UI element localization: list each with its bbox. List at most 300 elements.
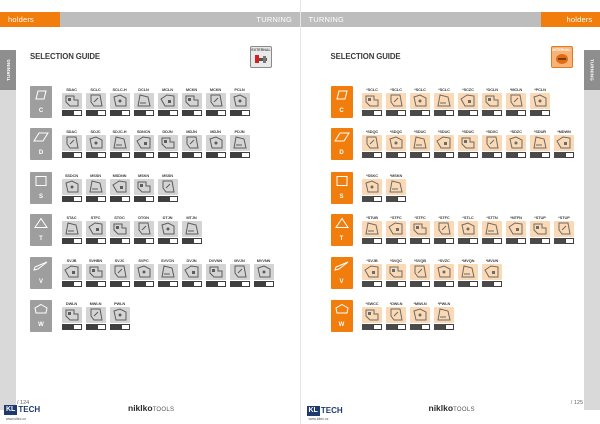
tool-holder-icon [434, 307, 454, 323]
right-shape-letter: V [339, 279, 344, 285]
tool-holder-icon [410, 264, 430, 280]
page-reference-badge [482, 152, 502, 158]
page-reference-badge [134, 110, 154, 116]
left-tool-holder[interactable] [181, 257, 202, 287]
right-tool-holder[interactable] [458, 257, 479, 287]
left-insert-row-S [30, 172, 178, 208]
left-tool-code: SVPC [138, 258, 149, 263]
page-reference-badge [86, 152, 106, 158]
left-insert-shape-W[interactable] [30, 300, 52, 332]
left-tool-holder[interactable] [109, 257, 130, 287]
left-tool-holder[interactable] [181, 86, 202, 116]
page-reference-badge [530, 238, 550, 244]
left-tool-holder[interactable] [109, 128, 130, 158]
insert-shape-c-icon [334, 88, 350, 106]
right-insert-row-D [331, 128, 575, 164]
tool-holder-icon [530, 221, 550, 237]
right-tool-holder[interactable] [506, 128, 527, 158]
right-tool-code: *STFC [438, 215, 450, 220]
right-tool-code: *MWLN [413, 301, 427, 306]
left-shape-letter: V [38, 279, 43, 285]
left-tool-code: DCLN [138, 87, 149, 92]
right-tool-code: *MTFN [510, 215, 522, 220]
left-tool-holder[interactable] [85, 172, 106, 202]
page-reference-badge [386, 238, 406, 244]
page-reference-badge [362, 324, 382, 330]
tool-holder-icon [62, 264, 82, 280]
page-reference-badge [86, 281, 106, 287]
page-reference-badge [434, 281, 454, 287]
page-reference-badge [134, 238, 154, 244]
right-tool-holder[interactable] [386, 300, 407, 330]
right-tool-holder[interactable] [410, 300, 431, 330]
tool-holder-icon [362, 264, 382, 280]
left-tool-holder[interactable] [157, 257, 178, 287]
tool-holder-icon [554, 221, 574, 237]
right-tool-holder[interactable] [386, 128, 407, 158]
right-internal-legend [551, 46, 573, 68]
tool-holder-icon [362, 93, 382, 109]
tool-holder-icon [482, 264, 502, 280]
left-tool-holder[interactable] [253, 257, 274, 287]
right-tool-holder[interactable] [362, 172, 383, 202]
page-reference-badge [230, 152, 250, 158]
page-reference-badge [458, 152, 478, 158]
page-reference-badge [410, 152, 430, 158]
insert-shape-v-icon [33, 259, 49, 277]
left-insert-shape-V[interactable] [30, 257, 52, 289]
left-tool-holder[interactable] [133, 128, 154, 158]
page-reference-badge [482, 110, 502, 116]
right-tool-code: *SCZC [462, 87, 474, 92]
page-reference-badge [362, 281, 382, 287]
page-reference-badge [410, 324, 430, 330]
right-tool-code: *SVJB [366, 258, 378, 263]
left-tool-holder[interactable] [109, 214, 130, 244]
page-reference-badge [134, 196, 154, 202]
tool-holder-icon [530, 93, 550, 109]
left-tool-holder[interactable] [133, 172, 154, 202]
right-shape-letter: T [339, 236, 344, 242]
left-tool-code: SCLC-H [112, 87, 127, 92]
right-tool-code: *STLC [462, 215, 474, 220]
page-reference-badge [362, 238, 382, 244]
right-tool-holder[interactable] [530, 128, 551, 158]
right-tool-holder[interactable] [530, 86, 551, 116]
right-tool-holder[interactable] [482, 128, 503, 158]
internal-holder-icon [555, 53, 569, 65]
tool-holder-icon [158, 264, 178, 280]
left-tool-holder[interactable] [205, 257, 226, 287]
tool-holder-icon [506, 135, 526, 151]
page-reference-badge [182, 238, 202, 244]
left-side-tab-5[interactable] [0, 250, 16, 290]
tool-holder-icon [134, 93, 154, 109]
page-reference-badge [86, 110, 106, 116]
left-external-legend [250, 46, 272, 68]
tool-holder-icon [110, 264, 130, 280]
left-tool-code: SDJC [90, 129, 101, 134]
page-reference-badge [158, 196, 178, 202]
left-shape-letter: S [38, 194, 43, 200]
left-company-url[interactable]: www.kltec.cz [6, 417, 27, 421]
left-tool-holder[interactable] [61, 257, 82, 287]
right-shape-letter: W [338, 322, 345, 328]
right-tool-holder[interactable] [386, 86, 407, 116]
right-tool-code: *SDQC [389, 129, 403, 134]
right-insert-shape-S[interactable] [331, 172, 353, 204]
left-tool-holder[interactable] [85, 300, 106, 330]
tool-holder-icon [158, 93, 178, 109]
right-tool-holder[interactable] [362, 257, 383, 287]
left-tool-code: MSSN [90, 173, 101, 178]
right-page-number: / 125 [570, 400, 583, 406]
left-insert-row-W [30, 300, 130, 336]
right-tool-holder[interactable] [482, 86, 503, 116]
right-tool-code: *SWCC [365, 301, 379, 306]
left-insert-shape-T[interactable] [30, 214, 52, 246]
left-tool-holder[interactable] [85, 86, 106, 116]
tool-holder-icon [530, 135, 550, 151]
left-tool-holder[interactable] [229, 128, 250, 158]
page-reference-badge [206, 152, 226, 158]
right-tool-code: *SDUC [413, 129, 427, 134]
left-side-tab-6[interactable] [0, 290, 16, 330]
tool-holder-icon [482, 93, 502, 109]
tool-holder-icon [86, 307, 106, 323]
right-insert-shape-D[interactable] [331, 128, 353, 160]
right-legend-label: INTERNAL [552, 48, 571, 52]
page-reference-badge [554, 152, 574, 158]
left-tool-holder[interactable] [157, 172, 178, 202]
right-insert-shape-C[interactable] [331, 86, 353, 118]
right-tool-code: *SVQB [413, 258, 427, 263]
insert-shape-s-icon [334, 174, 350, 192]
right-shape-letter: C [339, 108, 344, 114]
left-tool-holder[interactable] [61, 86, 82, 116]
right-insert-shape-T[interactable] [331, 214, 353, 246]
page-reference-badge [458, 281, 478, 287]
page-reference-badge [554, 238, 574, 244]
left-tool-list [61, 86, 250, 116]
left-header-section: holders [0, 12, 60, 27]
page-reference-badge [158, 238, 178, 244]
right-tool-holder[interactable] [410, 214, 431, 244]
page-reference-badge [62, 281, 82, 287]
insert-shape-c-icon [33, 88, 49, 106]
right-tool-holder[interactable] [458, 128, 479, 158]
external-holder-icon [254, 53, 268, 65]
right-side-tab-0[interactable]: TURNING [584, 50, 600, 90]
left-tool-code: SDAC [66, 129, 77, 134]
tool-holder-icon [62, 307, 82, 323]
page-reference-badge [482, 281, 502, 287]
right-tool-list [362, 300, 455, 330]
right-brand-logo: niklkoTOOLS [428, 403, 475, 413]
left-tool-code: SVJC [114, 258, 125, 263]
right-tool-code: *MSKN [389, 173, 403, 178]
left-tool-holder[interactable] [61, 172, 82, 202]
page-reference-badge [506, 238, 526, 244]
tool-holder-icon [86, 179, 106, 195]
page-reference-badge [434, 324, 454, 330]
left-tool-holder[interactable] [85, 128, 106, 158]
left-shape-letter: T [39, 236, 43, 242]
left-tool-holder[interactable] [85, 257, 106, 287]
left-tool-holder[interactable] [181, 128, 202, 158]
left-tool-holder[interactable] [181, 214, 202, 244]
left-tool-code: STGC [114, 215, 125, 220]
right-tool-code: *MDWN [557, 129, 571, 134]
left-side-tab-2[interactable] [0, 130, 16, 170]
tool-holder-icon [134, 179, 154, 195]
left-tool-code: SDAC [66, 87, 77, 92]
right-side-tab-8[interactable] [584, 370, 600, 410]
right-tool-holder[interactable] [554, 214, 575, 244]
right-tool-list [362, 257, 503, 287]
tool-holder-icon [362, 135, 382, 151]
right-tool-code: *STFC [414, 215, 426, 220]
right-side-tab-4[interactable] [584, 210, 600, 250]
right-tool-code: *PCLN [534, 87, 546, 92]
tool-holder-icon [182, 135, 202, 151]
tool-holder-icon [110, 135, 130, 151]
tool-holder-icon [86, 264, 106, 280]
right-side-tab-3[interactable] [584, 170, 600, 210]
tool-holder-icon [434, 135, 454, 151]
left-insert-shape-C[interactable] [30, 86, 52, 118]
right-insert-shape-V[interactable] [331, 257, 353, 289]
right-tool-holder[interactable] [506, 214, 527, 244]
right-tool-code: *SDUR [533, 129, 547, 134]
right-tool-holder[interactable] [362, 128, 383, 158]
left-tool-list [61, 300, 130, 330]
left-tool-holder[interactable] [229, 86, 250, 116]
tool-holder-icon [182, 264, 202, 280]
left-brand-logo: niklkoTOOLS [128, 403, 175, 413]
right-tool-list [362, 214, 575, 244]
right-tool-holder[interactable] [458, 214, 479, 244]
left-tool-code: SSDCN [64, 173, 79, 178]
tool-holder-icon [458, 264, 478, 280]
tool-holder-icon [482, 135, 502, 151]
right-tool-holder[interactable] [434, 257, 455, 287]
page-reference-badge [386, 110, 406, 116]
tool-holder-icon [134, 221, 154, 237]
right-tool-holder[interactable] [434, 128, 455, 158]
tool-holder-icon [158, 221, 178, 237]
tool-holder-icon [362, 179, 382, 195]
right-header-section: holders [541, 12, 600, 27]
right-tool-holder[interactable] [410, 257, 431, 287]
left-tool-holder[interactable] [85, 214, 106, 244]
right-tool-code: *SDUC [437, 129, 451, 134]
tool-holder-icon [206, 93, 226, 109]
right-tool-holder[interactable] [386, 257, 407, 287]
left-tool-holder[interactable] [157, 214, 178, 244]
right-tool-holder[interactable] [434, 86, 455, 116]
left-tool-holder[interactable] [133, 86, 154, 116]
tool-holder-icon [506, 221, 526, 237]
page-reference-badge [62, 324, 82, 330]
tool-holder-icon [458, 135, 478, 151]
right-tool-holder[interactable] [458, 86, 479, 116]
tool-holder-icon [62, 179, 82, 195]
right-tool-holder[interactable] [434, 214, 455, 244]
left-tool-holder[interactable] [133, 257, 154, 287]
page-reference-badge [506, 152, 526, 158]
left-tool-code: PDJN [234, 129, 245, 134]
left-side-tab-1[interactable] [0, 90, 16, 130]
left-tool-code: SDNCN [136, 129, 151, 134]
page-reference-badge [386, 196, 406, 202]
left-tool-holder[interactable] [109, 172, 130, 202]
page-reference-badge [158, 281, 178, 287]
tool-holder-icon [386, 135, 406, 151]
left-page-number: / 124 [17, 400, 30, 406]
page-reference-badge [434, 238, 454, 244]
insert-shape-t-icon [33, 216, 49, 234]
page-reference-badge [158, 152, 178, 158]
left-tool-code: DWLN [65, 301, 78, 306]
left-insert-row-V [30, 257, 274, 293]
tool-holder-icon [410, 221, 430, 237]
tool-holder-icon [230, 135, 250, 151]
left-insert-row-D [30, 128, 250, 164]
right-side-tab-2[interactable] [584, 130, 600, 170]
insert-shape-t-icon [334, 216, 350, 234]
tool-holder-icon [482, 221, 502, 237]
left-tool-code: MSSN [162, 173, 173, 178]
left-tool-holder[interactable] [61, 300, 82, 330]
page-reference-badge [62, 152, 82, 158]
left-tool-holder[interactable] [157, 86, 178, 116]
right-tool-code: *SCLC [366, 87, 378, 92]
right-company-url[interactable]: www.kltec.cz [308, 417, 329, 421]
left-side-tab-3[interactable] [0, 170, 16, 210]
page-reference-badge [458, 238, 478, 244]
right-insert-row-T [331, 214, 575, 250]
right-header-bar [301, 12, 600, 27]
page-reference-badge [62, 110, 82, 116]
right-tool-holder[interactable] [386, 214, 407, 244]
right-side-tab-6[interactable] [584, 290, 600, 330]
right-side-tab-1[interactable] [584, 90, 600, 130]
right-tool-code: *DCLN [486, 87, 498, 92]
left-tool-holder[interactable] [133, 214, 154, 244]
page-reference-badge [230, 281, 250, 287]
left-tool-holder[interactable] [229, 257, 250, 287]
right-tool-holder[interactable] [410, 128, 431, 158]
right-kl-tech-logo: KL TECH [308, 406, 343, 415]
left-tool-code: PCLN [234, 87, 245, 92]
right-tool-holder[interactable] [530, 214, 551, 244]
left-tool-holder[interactable] [205, 128, 226, 158]
left-tool-holder[interactable] [61, 214, 82, 244]
left-tool-code: STAC [66, 215, 77, 220]
left-tool-holder[interactable] [61, 128, 82, 158]
right-page-title: SELECTION GUIDE [330, 52, 401, 61]
tool-holder-icon [230, 264, 250, 280]
left-side-tab-4[interactable] [0, 210, 16, 250]
page-reference-badge [230, 110, 250, 116]
left-tool-code: SVJB [66, 258, 77, 263]
right-tool-holder[interactable] [506, 86, 527, 116]
page-reference-badge [134, 152, 154, 158]
right-tool-code: *STUP [534, 215, 546, 220]
left-side-tab-7[interactable] [0, 330, 16, 370]
left-insert-shape-D[interactable] [30, 128, 52, 160]
page-reference-badge [110, 110, 130, 116]
left-tool-code: MSKN [137, 173, 150, 178]
tool-holder-icon [506, 93, 526, 109]
insert-shape-d-icon [33, 130, 49, 148]
right-tool-code: *SDXC [486, 129, 498, 134]
left-tool-holder[interactable] [205, 86, 226, 116]
tool-holder-icon [362, 221, 382, 237]
insert-shape-d-icon [334, 130, 350, 148]
left-insert-shape-S[interactable] [30, 172, 52, 204]
left-tool-code: MWLN [89, 301, 102, 306]
left-side-tab-0[interactable]: TURNING [0, 50, 16, 90]
tool-holder-icon [62, 221, 82, 237]
tool-holder-icon [410, 135, 430, 151]
left-tool-code: DVJN [186, 258, 197, 263]
left-tool-holder[interactable] [109, 86, 130, 116]
tool-holder-icon [434, 93, 454, 109]
left-page-title: SELECTION GUIDE [30, 52, 100, 61]
page-reference-badge [506, 110, 526, 116]
right-tool-code: *STTN [486, 215, 498, 220]
page-reference-badge [386, 281, 406, 287]
left-tool-code: SDJC-H [112, 129, 127, 134]
right-side-tab-7[interactable] [584, 330, 600, 370]
tool-holder-icon [110, 221, 130, 237]
left-tool-code: MDJN [186, 129, 197, 134]
right-tool-code: *STFC [390, 215, 402, 220]
page-reference-badge [386, 324, 406, 330]
right-tool-code: *SVZC [438, 258, 450, 263]
right-tool-holder[interactable] [482, 257, 503, 287]
right-tool-holder[interactable] [362, 300, 383, 330]
right-tool-code: *STUP [558, 215, 570, 220]
left-tool-list [61, 257, 274, 287]
page-reference-badge [86, 324, 106, 330]
right-tool-holder[interactable] [410, 86, 431, 116]
right-insert-shape-W[interactable] [331, 300, 353, 332]
right-side-tab-5[interactable] [584, 250, 600, 290]
page-reference-badge [86, 196, 106, 202]
insert-shape-w-icon [334, 302, 350, 320]
left-tool-code: MVJN [234, 258, 245, 263]
right-tool-holder[interactable] [386, 172, 407, 202]
right-tool-holder[interactable] [362, 86, 383, 116]
right-tool-holder[interactable] [554, 128, 575, 158]
tool-holder-icon [134, 135, 154, 151]
tool-holder-icon [62, 135, 82, 151]
left-tool-holder[interactable] [157, 128, 178, 158]
right-tool-code: *SCLC [390, 87, 402, 92]
left-tool-list [61, 214, 202, 244]
page-reference-badge [158, 110, 178, 116]
left-tool-holder[interactable] [109, 300, 130, 330]
page-reference-badge [458, 110, 478, 116]
right-tool-holder[interactable] [434, 300, 455, 330]
right-tool-holder[interactable] [482, 214, 503, 244]
left-tool-code: MCKN [185, 87, 198, 92]
page-reference-badge [362, 196, 382, 202]
right-tool-holder[interactable] [362, 214, 383, 244]
